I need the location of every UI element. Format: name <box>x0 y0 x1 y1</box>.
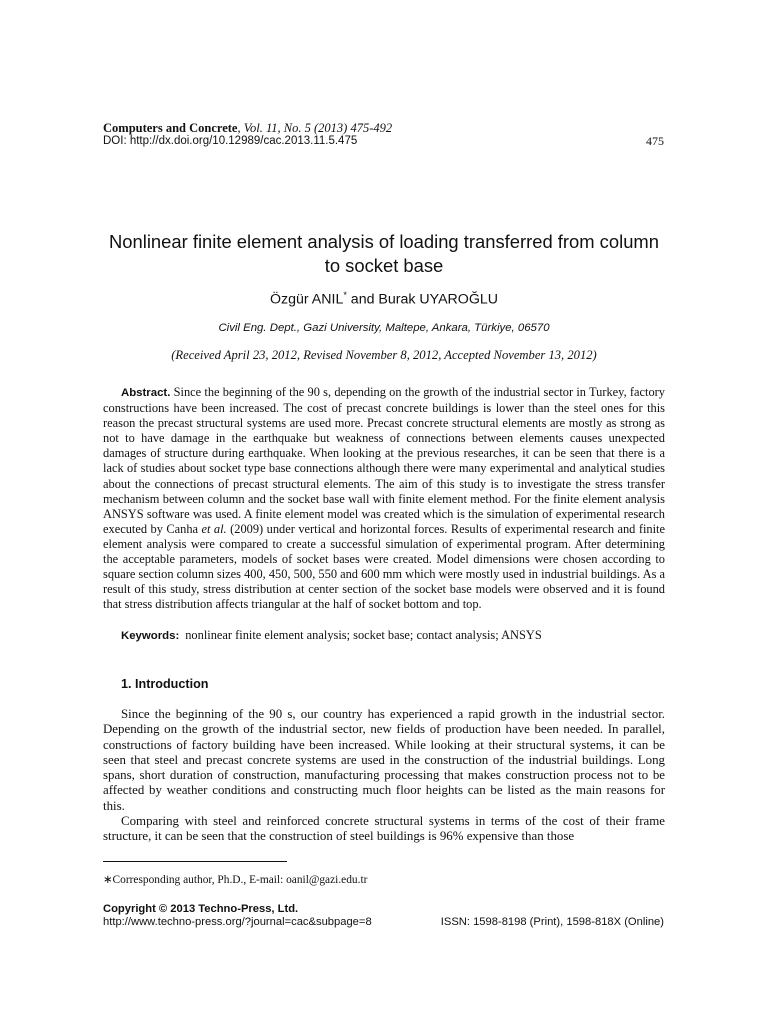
page-number: 475 <box>646 134 664 148</box>
author-separator: and <box>346 291 379 308</box>
journal-separator: , <box>237 121 244 135</box>
copyright: Copyright © 2013 Techno-Press, Ltd. <box>103 903 299 915</box>
corresponding-author-mark: * <box>343 290 347 300</box>
abstract-text: Since the beginning of the 90 s, depending on the growth of the industrial sector in Turkey, factory constructions have been increased. The cost of precast concrete buildings is lower than the steel ones for this reason the precast structural systems are used more. Precast concrete structural elements are mostly as strong as not to have damage in the earthquake but weakness of connections between elements causes unexpected damages of structure during earthquake. When looking at the previous researches, it can be seen that there is a lack of studies about socket type base connections although there were many experimental and analytical studies about the connections of precast structural elements. The aim of this study is to investigate the stress transfer mechanism between column and the socket base wall with finite element method. For the finite element analysis ANSYS software was used. A finite element model was created which is the simulation of experimental research executed by Canha <box>103 385 665 536</box>
keywords-text: nonlinear finite element analysis; socket base; contact analysis; ANSYS <box>185 628 542 642</box>
doi-link[interactable]: DOI: http://dx.doi.org/10.12989/cac.2013.11.5.475 <box>103 135 358 147</box>
journal-volume: Vol. 11, No. 5 (2013) 475-492 <box>243 121 393 135</box>
footnote-divider <box>103 861 287 862</box>
affiliation: Civil Eng. Dept., Gazi University, Maltepe, Ankara, Türkiye, 06570 <box>218 322 550 334</box>
received-dates: (Received April 23, 2012, Revised November 8, 2012, Accepted November 13, 2012) <box>171 348 597 362</box>
abstract-text: (2009) under vertical and horizontal forces. Results of experimental research and finite element analysis were compared to create a successful simulation of experimental program. After determining the acceptable parameters, models of socket bases were created. Model dimensions were chosen according to square section column sizes 400, 450, 500, 550 and 600 mm which were mostly used in industrial buildings. As a result of this study, stress distribution at center section of the socket base models were observed and it is found that stress distribution affects triangular at the half of socket bottom and top. <box>103 521 665 612</box>
issn: ISSN: 1598-8198 (Print), 1598-818X (Online) <box>440 916 664 928</box>
paragraph: Since the beginning of the 90 s, our country has experienced a rapid growth in the industrial sector. Depending on the growth of the industrial sector, new fields of production have been needed. In parallel, constructions of factory building have been increased. While looking at their structural systems, it can be seen that steel and precast concrete systems are used in the construction of the industrial buildings. Long spans, short duration of construction, manufacturing processing that makes construction process not to be affected by weather conditions and constructing much floor heights can be listed as the main reasons for this. <box>103 707 665 813</box>
author-name: Özgür ANIL <box>270 291 344 308</box>
journal-citation <box>103 121 392 136</box>
author-name: Burak UYAROĞLU <box>378 291 498 308</box>
paragraph: Comparing with steel and reinforced concrete structural systems in terms of the cost of their frame structure, it can be seen that the construction of steel buildings is 96% expensive than those <box>103 814 665 844</box>
section-heading: 1. Introduction <box>121 677 209 691</box>
keywords <box>121 628 542 643</box>
abstract <box>103 385 665 612</box>
footnote: ∗Corresponding author, Ph.D., E-mail: oanil@gazi.edu.tr <box>103 874 368 886</box>
author-list <box>103 290 665 308</box>
journal-url-link[interactable]: http://www.techno-press.org/?journal=cac&subpage=8 <box>103 916 372 928</box>
keywords-label: Keywords: <box>121 630 180 642</box>
journal-name: Computers and Concrete <box>103 121 238 135</box>
paper-title: Nonlinear finite element analysis of loading transferred from column to socket base <box>109 231 659 276</box>
abstract-et-al: et al. <box>201 521 227 536</box>
abstract-label: Abstract. <box>121 387 171 399</box>
introduction-body <box>103 707 665 845</box>
